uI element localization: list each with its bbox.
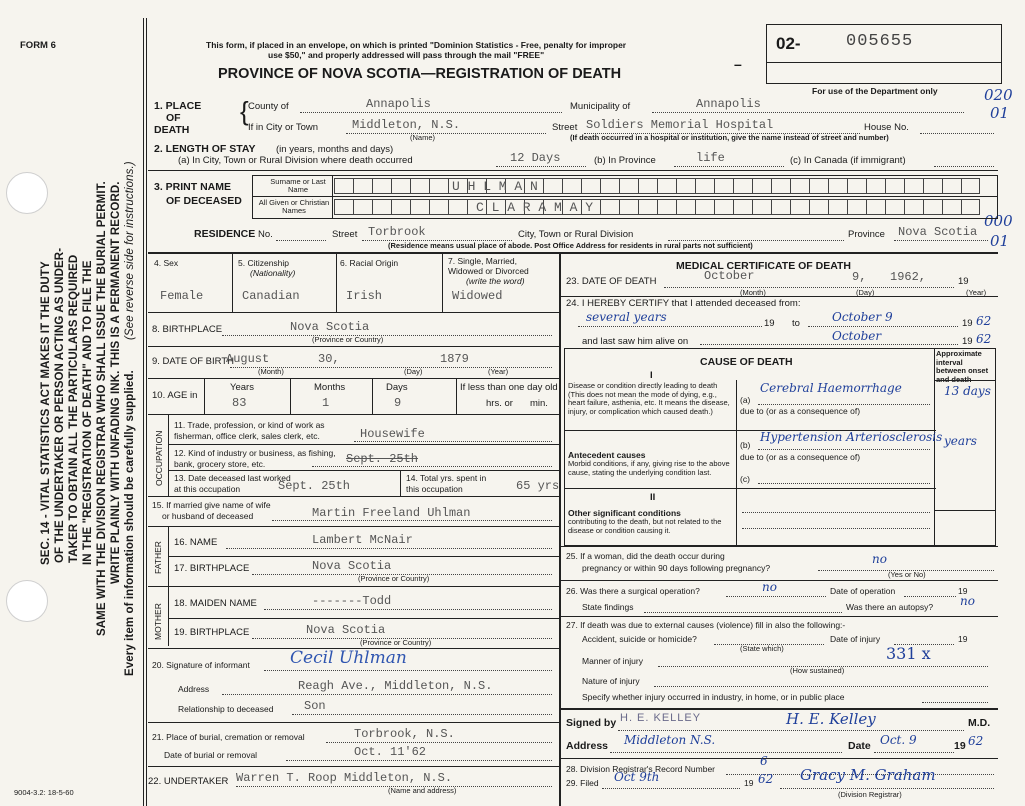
occupation-side-label: OCCUPATION bbox=[154, 430, 164, 486]
attended-to-year: 62 bbox=[976, 314, 992, 328]
street-value: Soldiers Memorial Hospital bbox=[586, 118, 774, 132]
record-number-value: 6 bbox=[760, 754, 768, 768]
registration-number: 005655 bbox=[846, 32, 914, 51]
mail-notice-2: use $50," and properly addressed will pass through the mail "FREE" bbox=[268, 50, 545, 60]
death-month-value: October bbox=[704, 269, 755, 283]
punch-hole-bottom bbox=[6, 580, 48, 622]
stay-city-value: 12 Days bbox=[510, 151, 561, 165]
mother-birthplace-value: Nova Scotia bbox=[306, 623, 386, 637]
dob-year-value: 1879 bbox=[440, 352, 469, 366]
place-of-death-label: 1. PLACE OF DEATH bbox=[154, 100, 202, 136]
mother-maiden-value: -------Todd bbox=[312, 594, 392, 608]
cause-b-interval: years bbox=[944, 434, 977, 448]
informant-signature: Cecil Uhlman bbox=[290, 648, 407, 668]
margin-text-8: (See reverse side for instructions.) bbox=[124, 161, 136, 340]
physician-date-value: Oct. 9 bbox=[880, 733, 917, 747]
last-worked-value: Sept. 25th bbox=[278, 479, 351, 493]
age-months-value: 1 bbox=[322, 396, 330, 410]
margin-text-1: SEC. 14 - VITAL STATISTICS ACT MAKES IT THE DUTY bbox=[40, 261, 52, 565]
form-number: FORM 6 bbox=[20, 40, 56, 51]
racial-origin-value: Irish bbox=[346, 289, 383, 303]
age-days-value: 9 bbox=[394, 396, 402, 410]
filed-year-value: 62 bbox=[758, 772, 774, 786]
last-seen-value: October bbox=[832, 329, 882, 343]
medical-certificate-title: MEDICAL CERTIFICATE OF DEATH bbox=[676, 260, 851, 272]
form-title: PROVINCE OF NOVA SCOTIA—REGISTRATION OF DEATH bbox=[218, 66, 622, 82]
last-seen-year: 62 bbox=[976, 332, 992, 346]
signed-by-label: Signed by bbox=[566, 717, 617, 729]
manner-of-injury-value: 331 x bbox=[886, 644, 931, 663]
surname-value: U H L M A N bbox=[452, 179, 538, 194]
margin-text-6: WRITE PLAINLY WITH UNFADING INK. THIS IS A PERMANENT RECORD. bbox=[110, 181, 122, 584]
margin-text-2: OF THE UNDERTAKER OR PERSON ACTING AS UNDER- bbox=[54, 247, 66, 563]
dept-code-4: 01 bbox=[990, 232, 1010, 250]
surgical-operation-value: no bbox=[762, 580, 777, 594]
punch-hole-top bbox=[6, 172, 48, 214]
length-of-stay-label: 2. LENGTH OF STAY bbox=[154, 143, 256, 155]
residence-province-value: Nova Scotia bbox=[898, 225, 978, 239]
autopsy-value: no bbox=[960, 594, 975, 608]
margin-text-3: TAKER TO OBTAIN ALL THE PARTICULARS REQUIRED bbox=[68, 254, 80, 563]
death-registration-form: FORM 6 SEC. 14 - VITAL STATISTICS ACT MAKES IT THE DUTY OF THE UNDERTAKER OR PERSON ACTING AS UNDER- TAKER TO OBTAIN ALL THE PARTICULARS REQUIRED IN THE "REGISTRATION OF DEATH" AND TO FILE THE SAME WITH THE DIVISION REGISTRAR WHO SHALL ISSUE THE BURIAL PERMIT. WRITE PLAINLY WITH UNFADING INK. THIS IS A PERMANENT RECORD. Every item of information should be carefully supplied. (See reverse side for instructions.) 9004-3.2: 18-5-60 This form, if placed in an envelope, on which is printed "Dominion Statistics - Free, penalty for improper use $50," and properly addressed will pass through the mail "FREE" PROVINCE OF NOVA SCOTIA—REGISTRATION OF DEATH – 02- 005655 For use of the Department only 020 01 000 01 1. PLACE OF DEATH { County of Annapolis Municipality of Annapolis If in City or Town Middleton, N.S. Street Soldiers Memorial Hospital House No. (Name) (If death occurred in a hospital or institution, give the name instead of street and number) 2. LENGTH OF STAY (in years, months and days) (a) In City, Town or Rural Division where death occurred 12 Days (b) In Province life (c) In Canada (if immigrant) 3. PRINT NAME OF DECEASED Surname or Last Name All Given or Christian Names U H L M A N C L A R A M A Y RESIDENCE No. Street Torbrook City, Town or Rural Division Province Nova Scotia (Residence means usual place of abode. Post Office Address for residents in rural parts not sufficient) 4. Sex 5. Citizenship (Nationality) 6. Racial Origin 7. Single, Married, Widowed or Divorced (write the word) Female Canadian Irish Widowed 8. BIRTHPLACE Nova Scotia (Province or Country) 9. DATE OF BIRTH August 30, 1879 (Month) (Day) (Year) 10. AGE in Years Months Days If less than one day old 83 1 9 hrs. or min. OCCUPATION 11. Trade, profession, or kind of work as fisherman, office clerk, sales clerk, etc. Housewife 12. Kind of industry or business, as fishing, bank, grocery store, etc. Sept. 25th 13. Date deceased last worked at this occupation Sept. 25th 14. Total yrs. spent in this occupation 65 yrs 15. If married give name of wife or husband of deceased Martin Freeland Uhlman FATHER 16. NAME Lambert McNair 17. BIRTHPLACE Nova Scotia (Province or Country) MOTHER 18. MAIDEN NAME -------Todd 19. BIRTHPLACE Nova Scotia (Province or Country) 20. Signature of informant Cecil Uhlman Address Reagh Ave., Middleton, N.S. Relationship to deceased Son 21. Place of burial, cremation or removal Torbrook, N.S. Date of burial or removal Oct. 11'62 22. UNDERTAKER Warren T. Roop Middleton, N.S. (Name and address) MEDICAL CERTIFICATE OF DEATH 23. DATE OF DEATH October 9, 1962, 19 (Month) (Day) (Year) 24. I HEREBY CERTIFY that I attended deceased from: several years 19 to October 9 19 62 and last saw him alive on October 19 62 CAUSE OF DEATH Approximate interval between onset and death I Disease or condition directly leading to death (This does not mean the mode of dying, e.g., heart failure, asthenia, etc. It means the disease, injury, or complication which caused death.) (a) Cerebral Haemorrhage 13 days due to (or as a consequence of) (b) Hypertension Arteriosclerosis years Antecedent causes Morbid conditions, if any, giving rise to the above cause, stating the underlying condition last. due to (or as a consequence of) (c) II Other significant conditions contributing to the death, but not related to the disease or condition causing it. 25. If a woman, did the death occur during pregnancy or within 90 days following pregnancy? no (Yes or No) 26. Was there a surgical operation? no Date of operation 19 State findings Was there an autopsy? no 27. If death was due to external causes (violence) fill in also the following:- Accident, suicide or homicide? (State which) Date of injury 19 Manner of injury 331 x (How sustained) Nature of injury Specify whether injury occurred in industry, in home, or in public place Signed by H. E. KELLEY H. E. Kelley M.D. Address Middleton N.S. Date Oct. 9 19 62 28. Division Registrar's Record Number 6 29. Filed Oct 9th 19 62 Gracy M. Graham (Division Registrar) bbox=[0, 0, 1025, 806]
margin-text-5: SAME WITH THE DIVISION REGISTRAR WHO SHALL ISSUE THE BURIAL PERMIT. bbox=[96, 181, 108, 636]
disease-condition-label: Disease or condition directly leading to death (This does not mean the mode of dying, e.g., heart failure, asthenia, etc. It means the disease, injury, or complication which caused death.) bbox=[568, 381, 730, 416]
department-use-label: For use of the Department only bbox=[812, 86, 938, 96]
cause-b-value: Hypertension Arteriosclerosis bbox=[760, 430, 943, 444]
physician-signature: H. E. Kelley bbox=[786, 710, 876, 728]
residence-label: RESIDENCE bbox=[194, 228, 256, 240]
marital-status-value: Widowed bbox=[452, 289, 503, 303]
age-years-value: 83 bbox=[232, 396, 247, 410]
burial-place-value: Torbrook, N.S. bbox=[354, 727, 455, 741]
dob-month-value: August bbox=[226, 352, 270, 366]
occupation-value: Housewife bbox=[360, 427, 425, 441]
mail-notice-1: This form, if placed in an envelope, on which is printed "Dominion Statistics - Free, penalty for improper bbox=[206, 40, 627, 50]
dob-day-value: 30, bbox=[318, 352, 340, 366]
death-year-value: 1962, bbox=[890, 270, 927, 284]
physician-stamp: H. E. KELLEY bbox=[620, 712, 702, 724]
registration-prefix: 02- bbox=[776, 34, 801, 53]
informant-address-value: Reagh Ave., Middleton, N.S. bbox=[298, 679, 493, 693]
undertaker-value: Warren T. Roop Middleton, N.S. bbox=[236, 771, 453, 785]
name-of-deceased-label: 3. PRINT NAME OF DECEASED bbox=[154, 181, 242, 207]
given-names-value: C L A R A M A Y bbox=[476, 200, 594, 215]
father-side-label: FATHER bbox=[153, 541, 163, 574]
margin-text-7: Every item of information should be carefully supplied. bbox=[124, 370, 136, 676]
cause-a-interval: 13 days bbox=[944, 384, 991, 398]
cause-a-value: Cerebral Haemorrhage bbox=[760, 381, 902, 395]
death-day-value: 9, bbox=[852, 270, 867, 284]
citizenship-value: Canadian bbox=[242, 289, 300, 303]
county-value: Annapolis bbox=[366, 97, 431, 111]
dept-code-1: 020 bbox=[984, 86, 1013, 104]
sex-value: Female bbox=[160, 289, 204, 303]
margin-text-4: IN THE "REGISTRATION OF DEATH" AND TO FILE THE bbox=[82, 260, 94, 565]
father-birthplace-value: Nova Scotia bbox=[312, 559, 392, 573]
physician-address-value: Middleton N.S. bbox=[624, 733, 716, 747]
dept-code-2: 01 bbox=[990, 104, 1010, 122]
birthplace-value: Nova Scotia bbox=[290, 320, 370, 334]
stay-province-value: life bbox=[696, 151, 725, 165]
father-name-value: Lambert McNair bbox=[312, 533, 413, 547]
cause-of-death-title: CAUSE OF DEATH bbox=[700, 356, 793, 368]
residence-street-value: Torbrook bbox=[368, 225, 426, 239]
attended-from-value: several years bbox=[586, 310, 667, 324]
municipality-value: Annapolis bbox=[696, 97, 761, 111]
burial-date-value: Oct. 11'62 bbox=[354, 745, 427, 759]
mother-side-label: MOTHER bbox=[153, 603, 163, 640]
city-value: Middleton, N.S. bbox=[352, 118, 461, 132]
registrar-signature: Gracy M. Graham bbox=[800, 766, 936, 784]
relationship-value: Son bbox=[304, 699, 326, 713]
interval-header: Approximate interval between onset and death bbox=[936, 349, 989, 384]
filed-date-value: Oct 9th bbox=[614, 770, 660, 784]
dept-code-3: 000 bbox=[984, 212, 1013, 230]
physician-address-label: Address bbox=[566, 740, 609, 752]
spouse-name-value: Martin Freeland Uhlman bbox=[312, 506, 471, 520]
years-in-occupation-value: 65 yrs bbox=[516, 479, 560, 493]
pregnancy-value: no bbox=[872, 552, 887, 566]
physician-date-year: 62 bbox=[968, 734, 984, 748]
attended-to-value: October 9 bbox=[832, 310, 893, 324]
form-code: 9004-3.2: 18-5-60 bbox=[14, 788, 74, 797]
industry-value: Sept. 25th bbox=[346, 452, 419, 466]
